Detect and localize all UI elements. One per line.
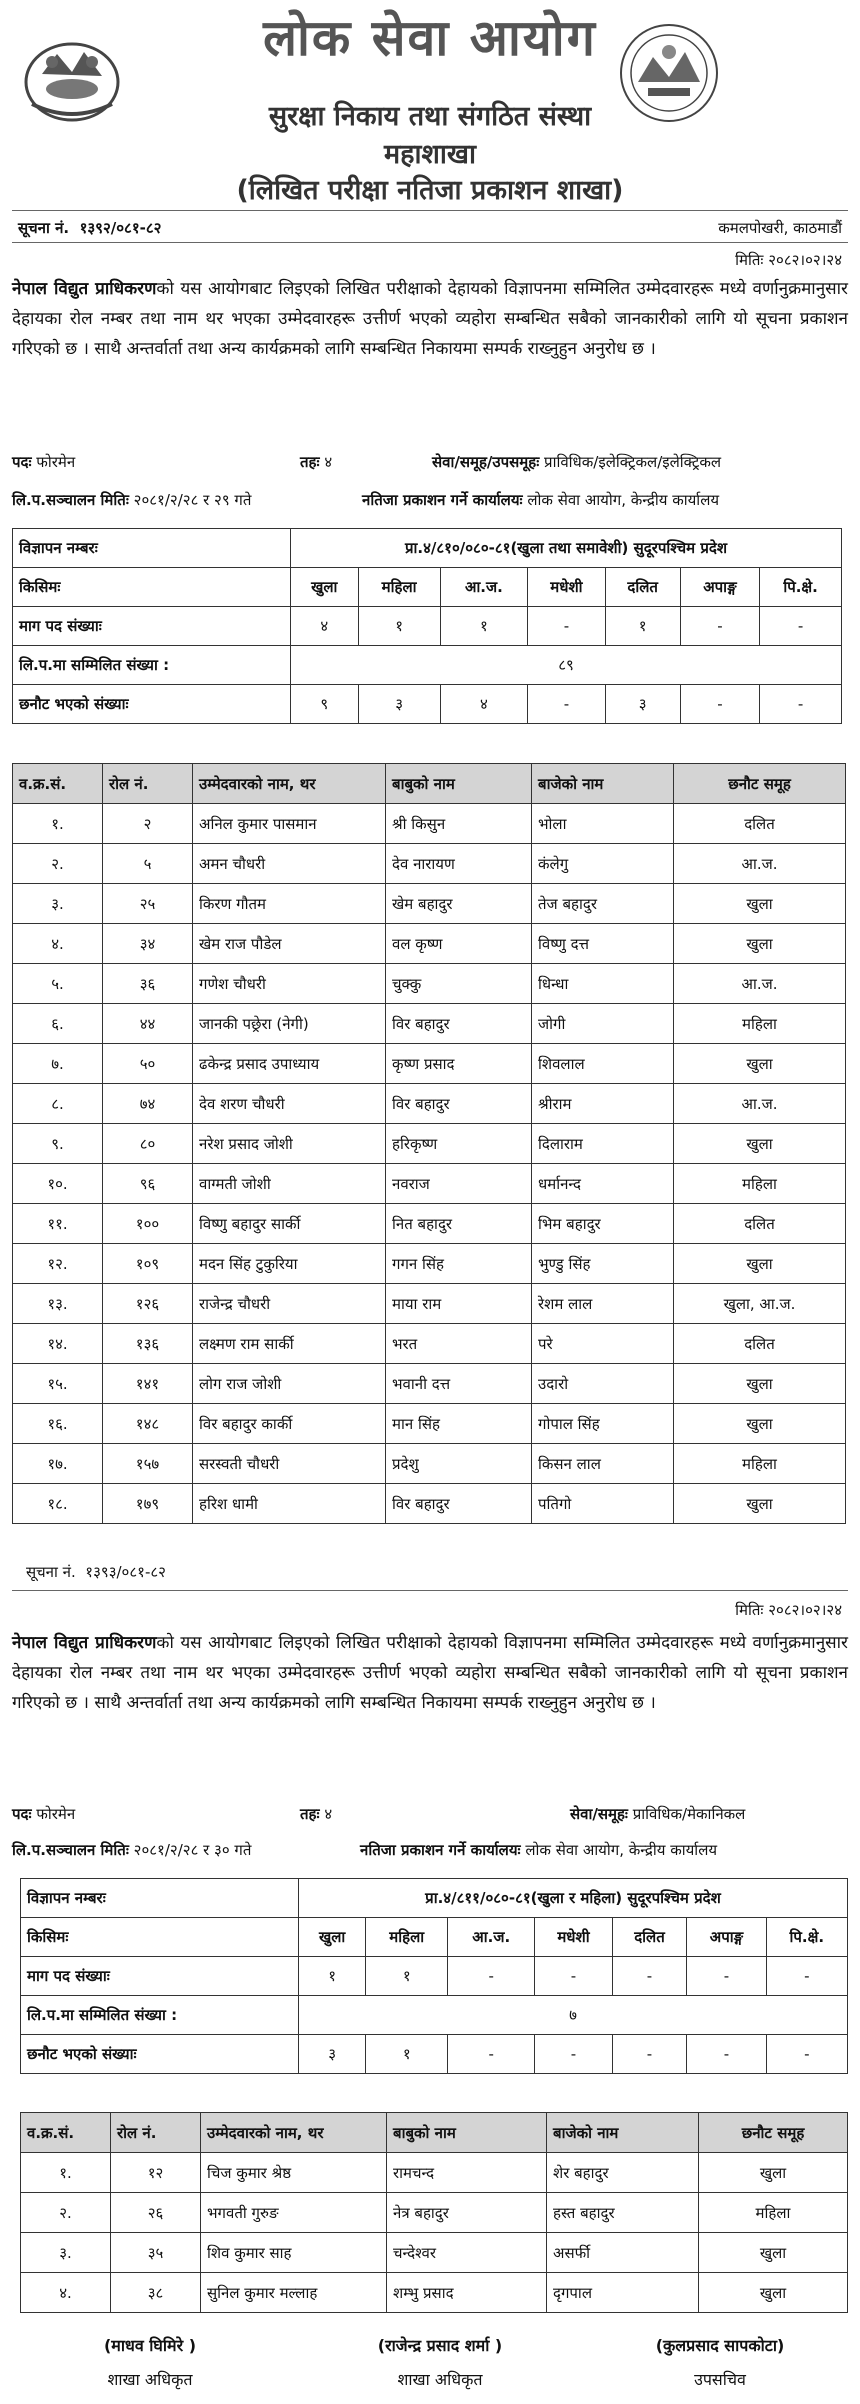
table-row bbox=[13, 1204, 846, 1244]
org-title: लोक सेवा आयोग bbox=[263, 9, 597, 67]
table-cell: ३६ bbox=[103, 964, 193, 1004]
table-cell: १०० bbox=[103, 1204, 193, 1244]
location: कमलपोखरी, काठमाडौं bbox=[718, 219, 842, 237]
division-title: सुरक्षा निकाय तथा संगठित संस्था bbox=[268, 101, 592, 132]
table-row bbox=[13, 1444, 846, 1484]
table-row bbox=[21, 2273, 848, 2313]
results-table-1 bbox=[12, 763, 846, 1524]
table-cell: आ.ज. bbox=[674, 964, 846, 1004]
table-cell: जानकी पछ्रेरा (नेगी) bbox=[193, 1004, 386, 1044]
table-cell: गगन सिंह bbox=[386, 1244, 532, 1284]
table-cell: जोगी bbox=[532, 1004, 674, 1044]
table-cell: कृष्ण प्रसाद bbox=[386, 1044, 532, 1084]
table-cell: सरस्वती चौधरी bbox=[193, 1444, 386, 1484]
table-cell: दिलाराम bbox=[532, 1124, 674, 1164]
table-cell: धिन्धा bbox=[532, 964, 674, 1004]
table-row bbox=[21, 2233, 848, 2273]
table-cell: किसन लाल bbox=[532, 1444, 674, 1484]
included-row: लि.प.मा सम्मिलित संख्या : ७ bbox=[21, 1996, 848, 2035]
table-cell: भवानी दत्त bbox=[386, 1364, 532, 1404]
table-row bbox=[13, 1484, 846, 1524]
table-cell: श्री किसुन bbox=[386, 804, 532, 844]
table-cell: उदारो bbox=[532, 1364, 674, 1404]
notice-paragraph-2: नेपाल विद्युत प्राधिकरणको यस आयोगबाट लिइएको लिखित परीक्षाको देहायको विज्ञापनमा सम्मिलित उम्मेदवारहरू मध्ये वर्णानुक्रमानुसार देहायका रोल नम्बर तथा नाम थर भएका उम्मेदवारहरू उत्तीर्ण भएको व्यहोरा सम्बन्धित सबैको जानकारीको लागि यो सूचना प्रकाशन गरिएको छ । साथै अन्तर्वार्ता तथा अन्य कार्यक्रमको लागि सम्बन्धित निकायमा सम्पर्क राख्नुहुन अनुरोध छ । bbox=[12, 1633, 848, 1713]
table-cell: ८० bbox=[103, 1124, 193, 1164]
table-cell: दलित bbox=[674, 1204, 846, 1244]
signature-block-1: (माधव घिमिरे ) शाखा अधिकृत bbox=[103, 2336, 197, 2389]
table-cell: पतिगो bbox=[532, 1484, 674, 1524]
table-cell: ९. bbox=[13, 1124, 103, 1164]
signature-block-3: (कुलप्रसाद सापकोटा) उपसचिव bbox=[655, 2336, 785, 2389]
table-cell: ७४ bbox=[103, 1084, 193, 1124]
table-cell: चन्देश्वर bbox=[387, 2233, 547, 2273]
table-row bbox=[13, 1084, 846, 1124]
table-cell: २५ bbox=[103, 884, 193, 924]
table-cell: १३. bbox=[13, 1284, 103, 1324]
results-header-row: व.क्र.सं. रोल नं. उम्मेदवारको नाम, थर बाबुको नाम बाजेको नाम छनौट समूह bbox=[13, 764, 846, 804]
table-cell: विर बहादुर bbox=[386, 1084, 532, 1124]
section-title: (लिखित परीक्षा नतिजा प्रकाशन शाखा) bbox=[236, 175, 624, 206]
service-field-2: सेवा/समूहः प्राविधिक/मेकानिकल bbox=[570, 1805, 746, 1823]
table-cell: ५० bbox=[103, 1044, 193, 1084]
table-row bbox=[13, 924, 846, 964]
notice-number-1: सूचना नं. १३९२/०८१-८२ bbox=[18, 219, 162, 237]
table-cell: ११. bbox=[13, 1204, 103, 1244]
table-cell: २. bbox=[21, 2193, 111, 2233]
results-table-2 bbox=[20, 2112, 848, 2313]
table-row bbox=[13, 964, 846, 1004]
table-cell: भगवती गुरुङ bbox=[201, 2193, 387, 2233]
table-cell: १४८ bbox=[103, 1404, 193, 1444]
table-cell: अमन चौधरी bbox=[193, 844, 386, 884]
table-cell: अनिल कुमार पासमान bbox=[193, 804, 386, 844]
table-cell: ३. bbox=[13, 884, 103, 924]
table-cell: २ bbox=[103, 804, 193, 844]
office-field-2: नतिजा प्रकाशन गर्ने कार्यालयः लोक सेवा आयोग, केन्द्रीय कार्यालय bbox=[360, 1841, 718, 1859]
table-row bbox=[21, 2193, 848, 2233]
table-cell: ४. bbox=[21, 2273, 111, 2313]
table-cell: तेज बहादुर bbox=[532, 884, 674, 924]
adv-value: प्रा.४/८११/०८०-८१(खुला र महिला) सुदूरपश्चिम प्रदेश bbox=[299, 1879, 848, 1918]
table-cell: नेत्र बहादुर bbox=[387, 2193, 547, 2233]
table-cell: महिला bbox=[674, 1164, 846, 1204]
table-cell: आ.ज. bbox=[674, 1084, 846, 1124]
table-cell: खुला bbox=[674, 1364, 846, 1404]
table-cell: लोग राज जोशी bbox=[193, 1364, 386, 1404]
table-cell: ८. bbox=[13, 1084, 103, 1124]
table-cell: १७. bbox=[13, 1444, 103, 1484]
table-cell: खुला bbox=[674, 884, 846, 924]
table-cell: विर बहादुर कार्की bbox=[193, 1404, 386, 1444]
table-cell: भुण्डु सिंह bbox=[532, 1244, 674, 1284]
table-cell: नवराज bbox=[386, 1164, 532, 1204]
table-cell: खुला bbox=[674, 1244, 846, 1284]
demand-row: माग पद संख्याः ४ १ १ - १ - - bbox=[13, 607, 842, 646]
table-cell: चिज कुमार श्रेष्ठ bbox=[201, 2153, 387, 2193]
table-row bbox=[21, 2153, 848, 2193]
table-cell: १६. bbox=[13, 1404, 103, 1444]
table-cell: सुनिल कुमार मल्लाह bbox=[201, 2273, 387, 2313]
table-cell: दृगपाल bbox=[547, 2273, 699, 2313]
table-row bbox=[13, 1124, 846, 1164]
table-cell: आ.ज. bbox=[674, 844, 846, 884]
type-row: किसिमः खुला महिला आ.ज. मधेशी दलित अपाङ्ग पि.क्षे. bbox=[13, 568, 842, 607]
table-cell: खेम बहादुर bbox=[386, 884, 532, 924]
table-cell: महिला bbox=[674, 1444, 846, 1484]
table-cell: नित बहादुर bbox=[386, 1204, 532, 1244]
table-row bbox=[13, 804, 846, 844]
table-cell: शिवलाल bbox=[532, 1044, 674, 1084]
table-cell: शम्भु प्रसाद bbox=[387, 2273, 547, 2313]
table-cell: ९६ bbox=[103, 1164, 193, 1204]
table-cell: ३८ bbox=[111, 2273, 201, 2313]
table-cell: विष्णु दत्त bbox=[532, 924, 674, 964]
table-cell: गणेश चौधरी bbox=[193, 964, 386, 1004]
notice-date-1: मितिः २०८२।०२।२४ bbox=[735, 251, 842, 269]
table-cell: श्रीराम bbox=[532, 1084, 674, 1124]
table-cell: खुला bbox=[674, 1484, 846, 1524]
adv-label: विज्ञापन नम्बरः bbox=[21, 1879, 299, 1918]
table-cell: १२. bbox=[13, 1244, 103, 1284]
type-row: किसिमः खुला महिला आ.ज. मधेशी दलित अपाङ्ग पि.क्षे. bbox=[21, 1918, 848, 1957]
table-cell: १२ bbox=[111, 2153, 201, 2193]
table-cell: लक्ष्मण राम सार्की bbox=[193, 1324, 386, 1364]
table-cell: भरत bbox=[386, 1324, 532, 1364]
table-cell: २६ bbox=[111, 2193, 201, 2233]
table-row bbox=[13, 1404, 846, 1444]
table-cell: वल कृष्ण bbox=[386, 924, 532, 964]
table-cell: ढकेन्द्र प्रसाद उपाध्याय bbox=[193, 1044, 386, 1084]
table-cell: १८. bbox=[13, 1484, 103, 1524]
table-cell: हस्त बहादुर bbox=[547, 2193, 699, 2233]
table-cell: १७९ bbox=[103, 1484, 193, 1524]
table-cell: १०९ bbox=[103, 1244, 193, 1284]
service-field-1: सेवा/समूह/उपसमूहः प्राविधिक/इलेक्ट्रिकल/इलेक्ट्रिकल bbox=[432, 453, 722, 471]
level-field-2: तहः ४ bbox=[300, 1805, 333, 1823]
table-cell: मदन सिंह टुकुरिया bbox=[193, 1244, 386, 1284]
table-row bbox=[13, 1044, 846, 1084]
table-cell: ५. bbox=[13, 964, 103, 1004]
post-field-1: पदः फोरमेन bbox=[12, 453, 76, 471]
table-cell: रेशम लाल bbox=[532, 1284, 674, 1324]
table-cell: शिव कुमार साह bbox=[201, 2233, 387, 2273]
table-cell: खुला bbox=[699, 2233, 848, 2273]
table-cell: राजेन्द्र चौधरी bbox=[193, 1284, 386, 1324]
table-cell: १०. bbox=[13, 1164, 103, 1204]
table-cell: धर्मानन्द bbox=[532, 1164, 674, 1204]
table-row bbox=[13, 1324, 846, 1364]
table-cell: दलित bbox=[674, 804, 846, 844]
table-cell: खेम राज पौडेल bbox=[193, 924, 386, 964]
exam-date-field-2: लि.प.सञ्चालन मितिः २०८१/२/२८ र ३० गते bbox=[12, 1841, 252, 1859]
office-field-1: नतिजा प्रकाशन गर्ने कार्यालयः लोक सेवा आयोग, केन्द्रीय कार्यालय bbox=[362, 491, 720, 509]
table-cell: माया राम bbox=[386, 1284, 532, 1324]
table-cell: नरेश प्रसाद जोशी bbox=[193, 1124, 386, 1164]
table-cell: १. bbox=[21, 2153, 111, 2193]
table-cell: खुला bbox=[674, 1404, 846, 1444]
table-row bbox=[13, 1244, 846, 1284]
table-cell: ६. bbox=[13, 1004, 103, 1044]
adv-value: प्रा.४/८१०/०८०-८१(खुला तथा समावेशी) सुदूरपश्चिम प्रदेश bbox=[291, 529, 842, 568]
table-cell: कंलेगु bbox=[532, 844, 674, 884]
table-cell: प्रदेशु bbox=[386, 1444, 532, 1484]
table-cell: ५ bbox=[103, 844, 193, 884]
vacancy-table-2 bbox=[20, 1878, 848, 2074]
table-cell: १२६ bbox=[103, 1284, 193, 1324]
table-row bbox=[13, 844, 846, 884]
table-row bbox=[13, 1164, 846, 1204]
exam-date-field-1: लि.प.सञ्चालन मितिः २०८१/२/२८ र २९ गते bbox=[12, 491, 252, 509]
table-cell: १५. bbox=[13, 1364, 103, 1404]
table-cell: १४१ bbox=[103, 1364, 193, 1404]
table-cell: ३४ bbox=[103, 924, 193, 964]
selected-row: छनौट भएको संख्याः ९ ३ ४ - ३ - - bbox=[13, 685, 842, 724]
adv-label: विज्ञापन नम्बरः bbox=[13, 529, 291, 568]
table-cell: खुला bbox=[674, 1124, 846, 1164]
table-row bbox=[13, 1364, 846, 1404]
table-cell: चुक्कु bbox=[386, 964, 532, 1004]
table-cell: ३. bbox=[21, 2233, 111, 2273]
level-field-1: तहः ४ bbox=[300, 453, 333, 471]
table-cell: ७. bbox=[13, 1044, 103, 1084]
divider bbox=[12, 1590, 848, 1591]
table-cell: १४. bbox=[13, 1324, 103, 1364]
table-cell: भिम बहादुर bbox=[532, 1204, 674, 1244]
table-cell: शेर बहादुर bbox=[547, 2153, 699, 2193]
table-cell: विष्णु बहादुर सार्की bbox=[193, 1204, 386, 1244]
table-cell: हरिकृष्ण bbox=[386, 1124, 532, 1164]
included-row: लि.प.मा सम्मिलित संख्या : ८९ bbox=[13, 646, 842, 685]
table-row bbox=[13, 1004, 846, 1044]
table-cell: ४४ bbox=[103, 1004, 193, 1044]
table-cell: दलित bbox=[674, 1324, 846, 1364]
table-cell: किरण गौतम bbox=[193, 884, 386, 924]
table-cell: १. bbox=[13, 804, 103, 844]
table-cell: १३६ bbox=[103, 1324, 193, 1364]
table-cell: देव शरण चौधरी bbox=[193, 1084, 386, 1124]
notice-date-2: मितिः २०८२।०२।२४ bbox=[735, 1601, 842, 1619]
psc-logo-icon bbox=[618, 22, 720, 124]
division-subtitle: महाशाखा bbox=[384, 139, 476, 170]
table-cell: १५७ bbox=[103, 1444, 193, 1484]
selected-row: छनौट भएको संख्याः ३ १ - - - - - bbox=[21, 2035, 848, 2074]
table-cell: खुला bbox=[674, 924, 846, 964]
table-cell: असर्फी bbox=[547, 2233, 699, 2273]
table-cell: भोला bbox=[532, 804, 674, 844]
table-cell: गोपाल सिंह bbox=[532, 1404, 674, 1444]
table-cell: रामचन्द bbox=[387, 2153, 547, 2193]
table-cell: महिला bbox=[674, 1004, 846, 1044]
notice-number-2: सूचना नं. १३९३/०८१-८२ bbox=[26, 1563, 166, 1581]
table-cell: महिला bbox=[699, 2193, 848, 2233]
table-cell: विर बहादुर bbox=[386, 1484, 532, 1524]
table-cell: ४. bbox=[13, 924, 103, 964]
table-cell: ३५ bbox=[111, 2233, 201, 2273]
table-cell: देव नारायण bbox=[386, 844, 532, 884]
post-field-2: पदः फोरमेन bbox=[12, 1805, 76, 1823]
signature-block-2: (राजेन्द्र प्रसाद शर्मा ) शाखा अधिकृत bbox=[377, 2336, 503, 2389]
table-cell: हरिश धामी bbox=[193, 1484, 386, 1524]
table-cell: खुला, आ.ज. bbox=[674, 1284, 846, 1324]
table-cell: विर बहादुर bbox=[386, 1004, 532, 1044]
results-header-row: व.क्र.सं. रोल नं. उम्मेदवारको नाम, थर बाबुको नाम बाजेको नाम छनौट समूह bbox=[21, 2113, 848, 2153]
table-row bbox=[13, 1284, 846, 1324]
divider bbox=[12, 210, 848, 211]
divider bbox=[12, 242, 848, 243]
table-cell: खुला bbox=[699, 2273, 848, 2313]
table-cell: वाग्मती जोशी bbox=[193, 1164, 386, 1204]
table-cell: खुला bbox=[674, 1044, 846, 1084]
table-row bbox=[13, 884, 846, 924]
table-cell: २. bbox=[13, 844, 103, 884]
vacancy-table-1 bbox=[12, 528, 842, 724]
table-cell: खुला bbox=[699, 2153, 848, 2193]
table-cell: परे bbox=[532, 1324, 674, 1364]
table-cell: मान सिंह bbox=[386, 1404, 532, 1444]
notice-paragraph-1: नेपाल विद्युत प्राधिकरणको यस आयोगबाट लिइएको लिखित परीक्षाको देहायको विज्ञापनमा सम्मिलित उम्मेदवारहरू मध्ये वर्णानुक्रमानुसार देहायका रोल नम्बर तथा नाम थर भएका उम्मेदवारहरू उत्तीर्ण भएको व्यहोरा सम्बन्धित सबैको जानकारीको लागि यो सूचना प्रकाशन गरिएको छ । साथै अन्तर्वार्ता तथा अन्य कार्यक्रमको लागि सम्बन्धित निकायमा सम्पर्क राख्नुहुन अनुरोध छ । bbox=[12, 279, 848, 359]
page-header bbox=[0, 0, 860, 206]
demand-row: माग पद संख्याः १ १ - - - - - bbox=[21, 1957, 848, 1996]
